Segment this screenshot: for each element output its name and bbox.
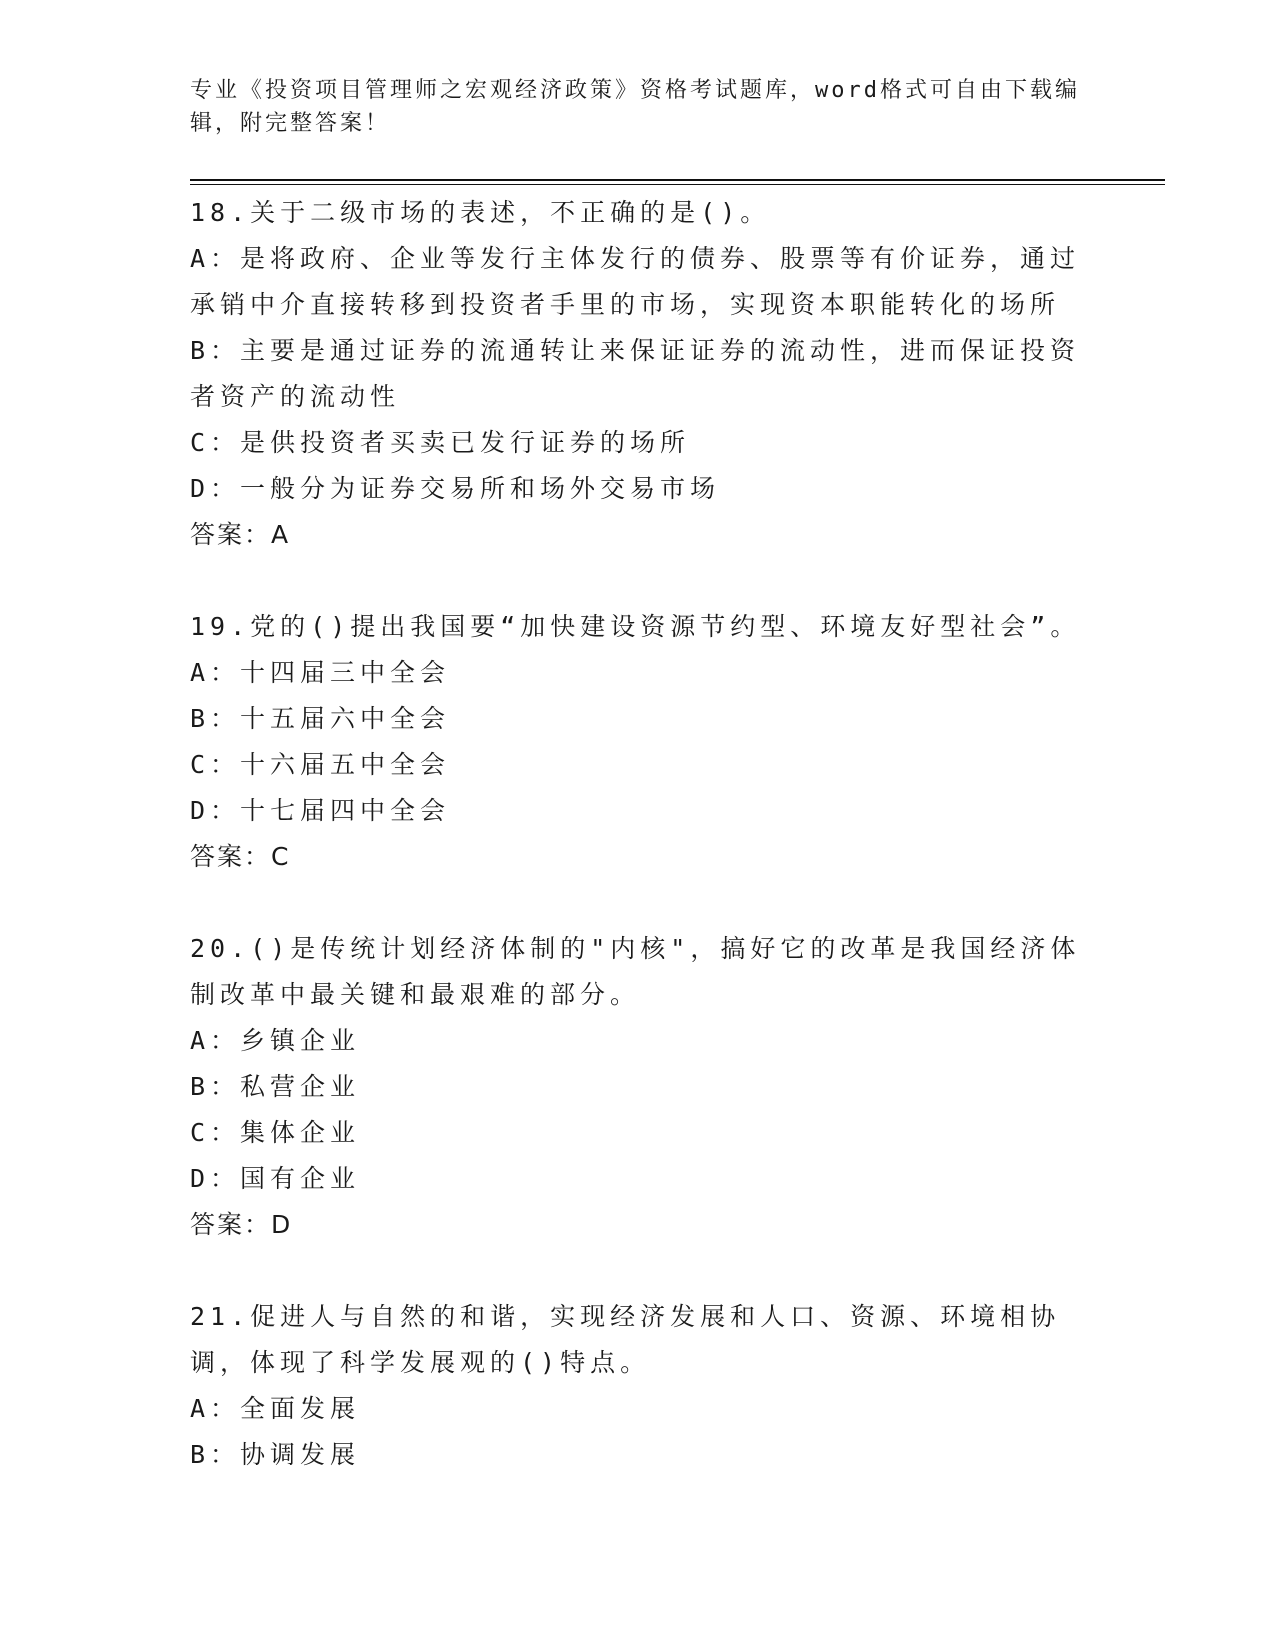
question-stem: 20.()是传统计划经济体制的"内核"，搞好它的改革是我国经济体制改革中最关键和最艰难的部分。	[190, 934, 1081, 1009]
question-stem: 18.关于二级市场的表述，不正确的是()。	[190, 198, 771, 227]
option-c: C：十六届五中全会	[190, 750, 451, 779]
answer-line: 答案：A	[190, 520, 291, 549]
option-a: A：乡镇企业	[190, 1026, 361, 1055]
answer-line: 答案：D	[190, 1210, 293, 1239]
question-19	[190, 604, 1090, 880]
option-a: A：全面发展	[190, 1394, 361, 1423]
option-c: C：是供投资者买卖已发行证券的场所	[190, 428, 691, 457]
question-stem: 21.促进人与自然的和谐，实现经济发展和人口、资源、环境相协调，体现了科学发展观的()特点。	[190, 1302, 1061, 1377]
question-21	[190, 1294, 1090, 1478]
document-header: 专业《投资项目管理师之宏观经济政策》资格考试题库，word格式可自由下载编辑，附完整答案！	[190, 78, 1080, 136]
question-20	[190, 926, 1090, 1248]
option-b: B：私营企业	[190, 1072, 361, 1101]
option-d: D：国有企业	[190, 1164, 361, 1193]
question-list	[190, 190, 1090, 1524]
option-b: B：十五届六中全会	[190, 704, 451, 733]
option-b: B：协调发展	[190, 1440, 361, 1469]
option-a: A：十四届三中全会	[190, 658, 451, 687]
answer-line: 答案：C	[190, 842, 291, 871]
header-divider-thick	[190, 179, 1165, 181]
header-divider-thin	[190, 184, 1165, 185]
option-d: D：十七届四中全会	[190, 796, 451, 825]
option-b: B：主要是通过证券的流通转让来保证证券的流动性，进而保证投资者资产的流动性	[190, 336, 1081, 411]
option-d: D：一般分为证券交易所和场外交易市场	[190, 474, 721, 503]
option-a: A：是将政府、企业等发行主体发行的债券、股票等有价证券，通过承销中介直接转移到投资者手里的市场，实现资本职能转化的场所	[190, 244, 1081, 319]
option-c: C：集体企业	[190, 1118, 361, 1147]
question-18	[190, 190, 1090, 558]
question-stem: 19.党的()提出我国要“加快建设资源节约型、环境友好型社会”。	[190, 612, 1081, 641]
